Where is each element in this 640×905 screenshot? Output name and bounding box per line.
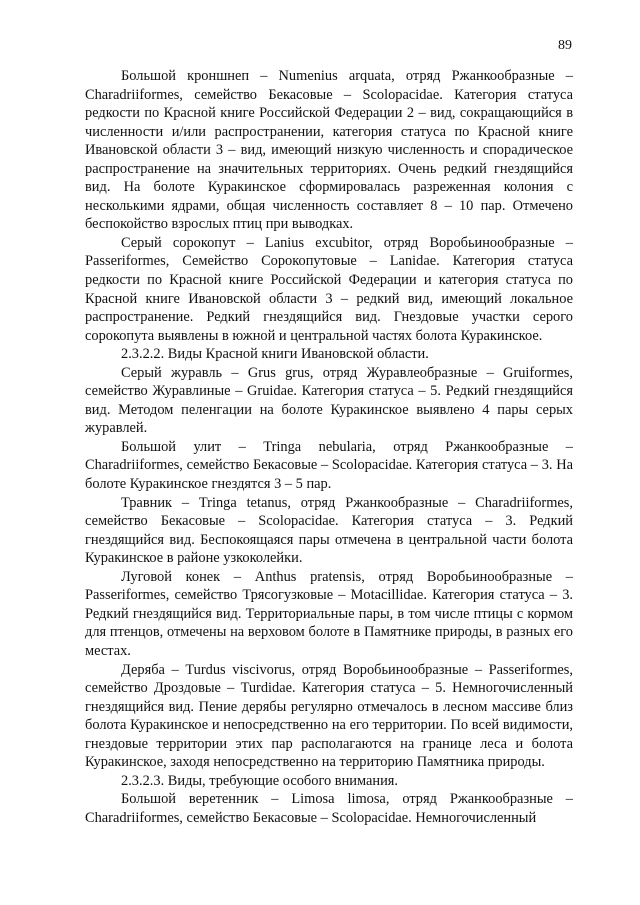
paragraph-bolshoy-kronshnep: Большой кроншнеп – Numenius arquata, отряд Ржанкообразные – Charadriiformes, семейство Бекасовые – Scolopacidae. Категория статуса редкости по Красной книге Российской Федерации 2 – вид, сокращающийся в численности и/или распространении, категория статуса по Красной книге Ивановской области 3 – вид, имеющий низкую численность и спорадическое распространение на значительных территориях. Очень редкий гнездящийся вид. На болоте Куракинское сформировалась разреженная колония с несколькими ядрами, общая численность составляет 8 – 10 пар. Отмечено беспокойство взрослых птиц при выводках. bbox=[85, 68, 573, 233]
paragraph-lugovoy-konek: Луговой конек – Anthus pratensis, отряд Воробьинообразные – Passeriformes, семейство Трясогузковые – Motacillidae. Категория статуса – 3. Редкий гнездящийся вид. Территориальные пары, в том числе птицы с кормом для птенцов, отмечены на верховом болоте в Памятнике природы, в разных его местах. bbox=[85, 568, 573, 659]
paragraph-travnik: Травник – Tringa tetanus, отряд Ржанкообразные – Charadriiformes, семейство Бекасовые – Scolopacidae. Категория статуса – 3. Редкий гнездящийся вид. Беспокоящаяся пары отмечена в центральной части болота Куракинское в районе узкоколейки. bbox=[85, 494, 573, 567]
paragraph-seryy-sorokoput: Серый сорокопут – Lanius excubitor, отряд Воробьинообразные – Passeriformes, Семейство Сорокопутовые – Lanidae. Категория статуса редкости по Красной книге Российской Федерации и категория статуса по Красной книге Ивановской области 3 – редкий вид, имеющий локальное распространение. Редкий гнездящийся вид. Гнездовые участки серого сорокопута выявлены в южной и центральной частях болота Куракинское. bbox=[85, 234, 573, 344]
document-body bbox=[85, 67, 573, 827]
page-number: 89 bbox=[558, 38, 572, 53]
paragraph-deryaba: Деряба – Turdus viscivorus, отряд Воробьинообразные – Passeriformes, семейство Дроздовые – Turdidae. Категория статуса – 5. Немногочисленный гнездящийся вид. Пение дерябы регулярно отмечалось в лесном массиве близ болота Куракинское и непосредственно на его территории. По всей видимости, гнездовые территории этих пар располагаются на границе леса и болота Куракинское, заходя непосредственно на территорию Памятника природы. bbox=[85, 661, 573, 771]
paragraph-bolshoy-veretennik: Большой веретенник – Limosa limosa, отряд Ржанкообразные – Charadriiformes, семейство Бекасовые – Scolopacidae. Немногочисленный bbox=[85, 791, 573, 826]
paragraph-bolshoy-ulit: Большой улит – Tringa nebularia, отряд Ржанкообразные – Charadriiformes, семейство Бекасовые – Scolopacidae. Категория статуса – 3. На болоте Куракинское гнездятся 3 – 5 пар. bbox=[85, 438, 573, 493]
section-heading-special-attention: 2.3.2.3. Виды, требующие особого внимания. bbox=[121, 772, 398, 789]
paragraph-seryy-zhuravl: Серый журавль – Grus grus, отряд Журавлеобразные – Gruiformes, семейство Журавлиные – Gruidae. Категория статуса – 5. Редкий гнездящийся вид. Методом пеленгации на болоте Куракинское выявлено 4 пары серых журавлей. bbox=[85, 364, 573, 437]
section-heading-red-book-ivanovo: 2.3.2.2. Виды Красной книги Ивановской области. bbox=[121, 346, 429, 363]
